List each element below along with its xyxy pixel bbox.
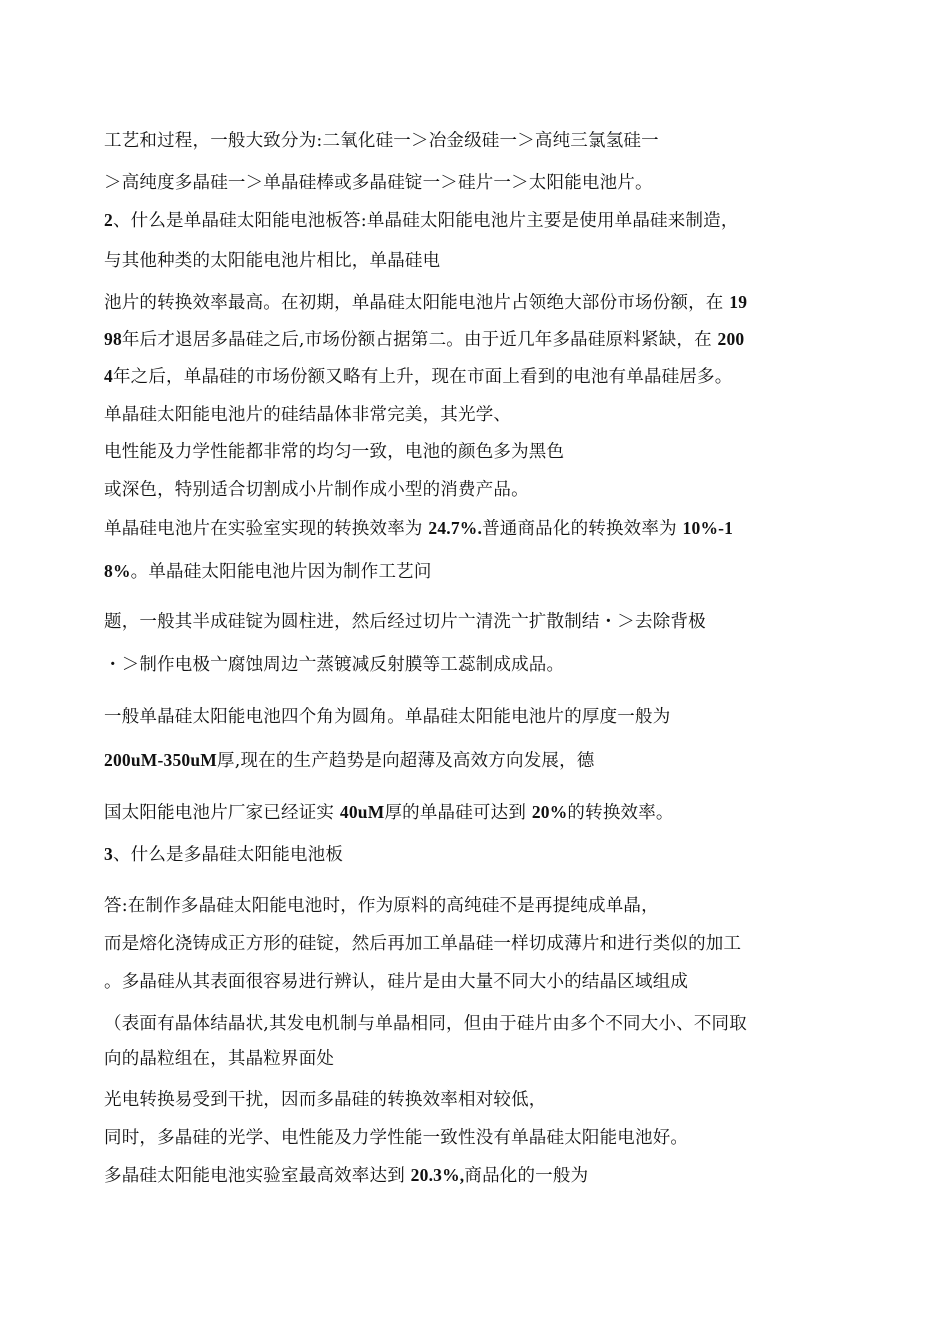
text-line: 单晶硅太阳能电池片的硅结晶体非常完美，其光学、 — [104, 405, 512, 425]
text-line: 同时，多晶硅的光学、电性能及力学性能一致性没有单晶硅太阳能电池好。 — [104, 1128, 689, 1148]
text-line: 。多晶硅从其表面很容易进行辨认，硅片是由大量不同大小的结晶区域组成 — [104, 972, 689, 992]
text-line: 98年后才退居多晶硅之后,市场份额占据第二。由于近几年多晶硅原料紧缺，在 200 — [104, 329, 745, 350]
text-line: 2、什么是单晶硅太阳能电池板答:单晶硅太阳能电池片主要是使用单晶硅来制造， — [104, 210, 739, 231]
text-line: 多晶硅太阳能电池实验室最高效率达到 20.3%,商品化的一般为 — [104, 1165, 589, 1186]
text-line: 答:在制作多晶硅太阳能电池时，作为原料的高纯硅不是再提纯成单晶， — [104, 896, 659, 916]
text-line: ＞高纯度多晶硅一＞单晶硅棒或多晶硅锭一＞硅片一＞太阳能电池片。 — [104, 173, 653, 193]
text-line: 池片的转换效率最高。在初期，单晶硅太阳能电池片占领绝大部份市场份额，在 19 — [104, 292, 748, 313]
text-line: 单晶硅电池片在实验室实现的转换效率为 24.7%.普通商品化的转换效率为 10%-1 — [104, 518, 734, 539]
text-line: 一般单晶硅太阳能电池四个角为圆角。单晶硅太阳能电池片的厚度一般为 — [104, 707, 671, 727]
text-line: ・＞制作电极亠腐蚀周边亠蒸镀减反射膜等工蕊制成成品。 — [104, 655, 565, 675]
text-line: 向的晶粒组在，其晶粒界面处 — [104, 1049, 335, 1069]
text-line: 工艺和过程，一般大致分为:二氧化硅一＞冶金级硅一＞高纯三氯氢硅一 — [104, 131, 659, 151]
text-line: 光电转换易受到干扰，因而多晶硅的转换效率相对较低， — [104, 1090, 547, 1110]
text-line: 8%。单晶硅太阳能电池片因为制作工艺问 — [104, 561, 432, 582]
text-line: 与其他种类的太阳能电池片相比，单晶硅电 — [104, 251, 441, 271]
text-line: （表面有晶体结晶状,其发电机制与单晶相同，但由于硅片由多个不同大小、不同取 — [104, 1014, 747, 1034]
text-line: 电性能及力学性能都非常的均匀一致，电池的颜色多为黑色 — [104, 442, 565, 462]
text-line: 4年之后，单晶硅的市场份额又略有上升，现在市面上看到的电池有单晶硅居多。 — [104, 366, 733, 387]
text-line: 或深色，特别适合切割成小片制作成小型的消费产品。 — [104, 480, 529, 500]
text-line: 而是熔化浇铸成正方形的硅锭，然后再加工单晶硅一样切成薄片和进行类似的加工 — [104, 934, 742, 954]
text-line: 3、什么是多晶硅太阳能电池板 — [104, 844, 344, 865]
text-line: 国太阳能电池片厂家已经证实 40uM厚的单晶硅可达到 20%的转换效率。 — [104, 802, 674, 823]
text-line: 200uM-350uM厚,现在的生产趋势是向超薄及高效方向发展，德 — [104, 750, 595, 771]
text-line: 题，一般其半成硅锭为圆柱进，然后经过切片亠清洗亠扩散制结・＞去除背极 — [104, 612, 706, 632]
